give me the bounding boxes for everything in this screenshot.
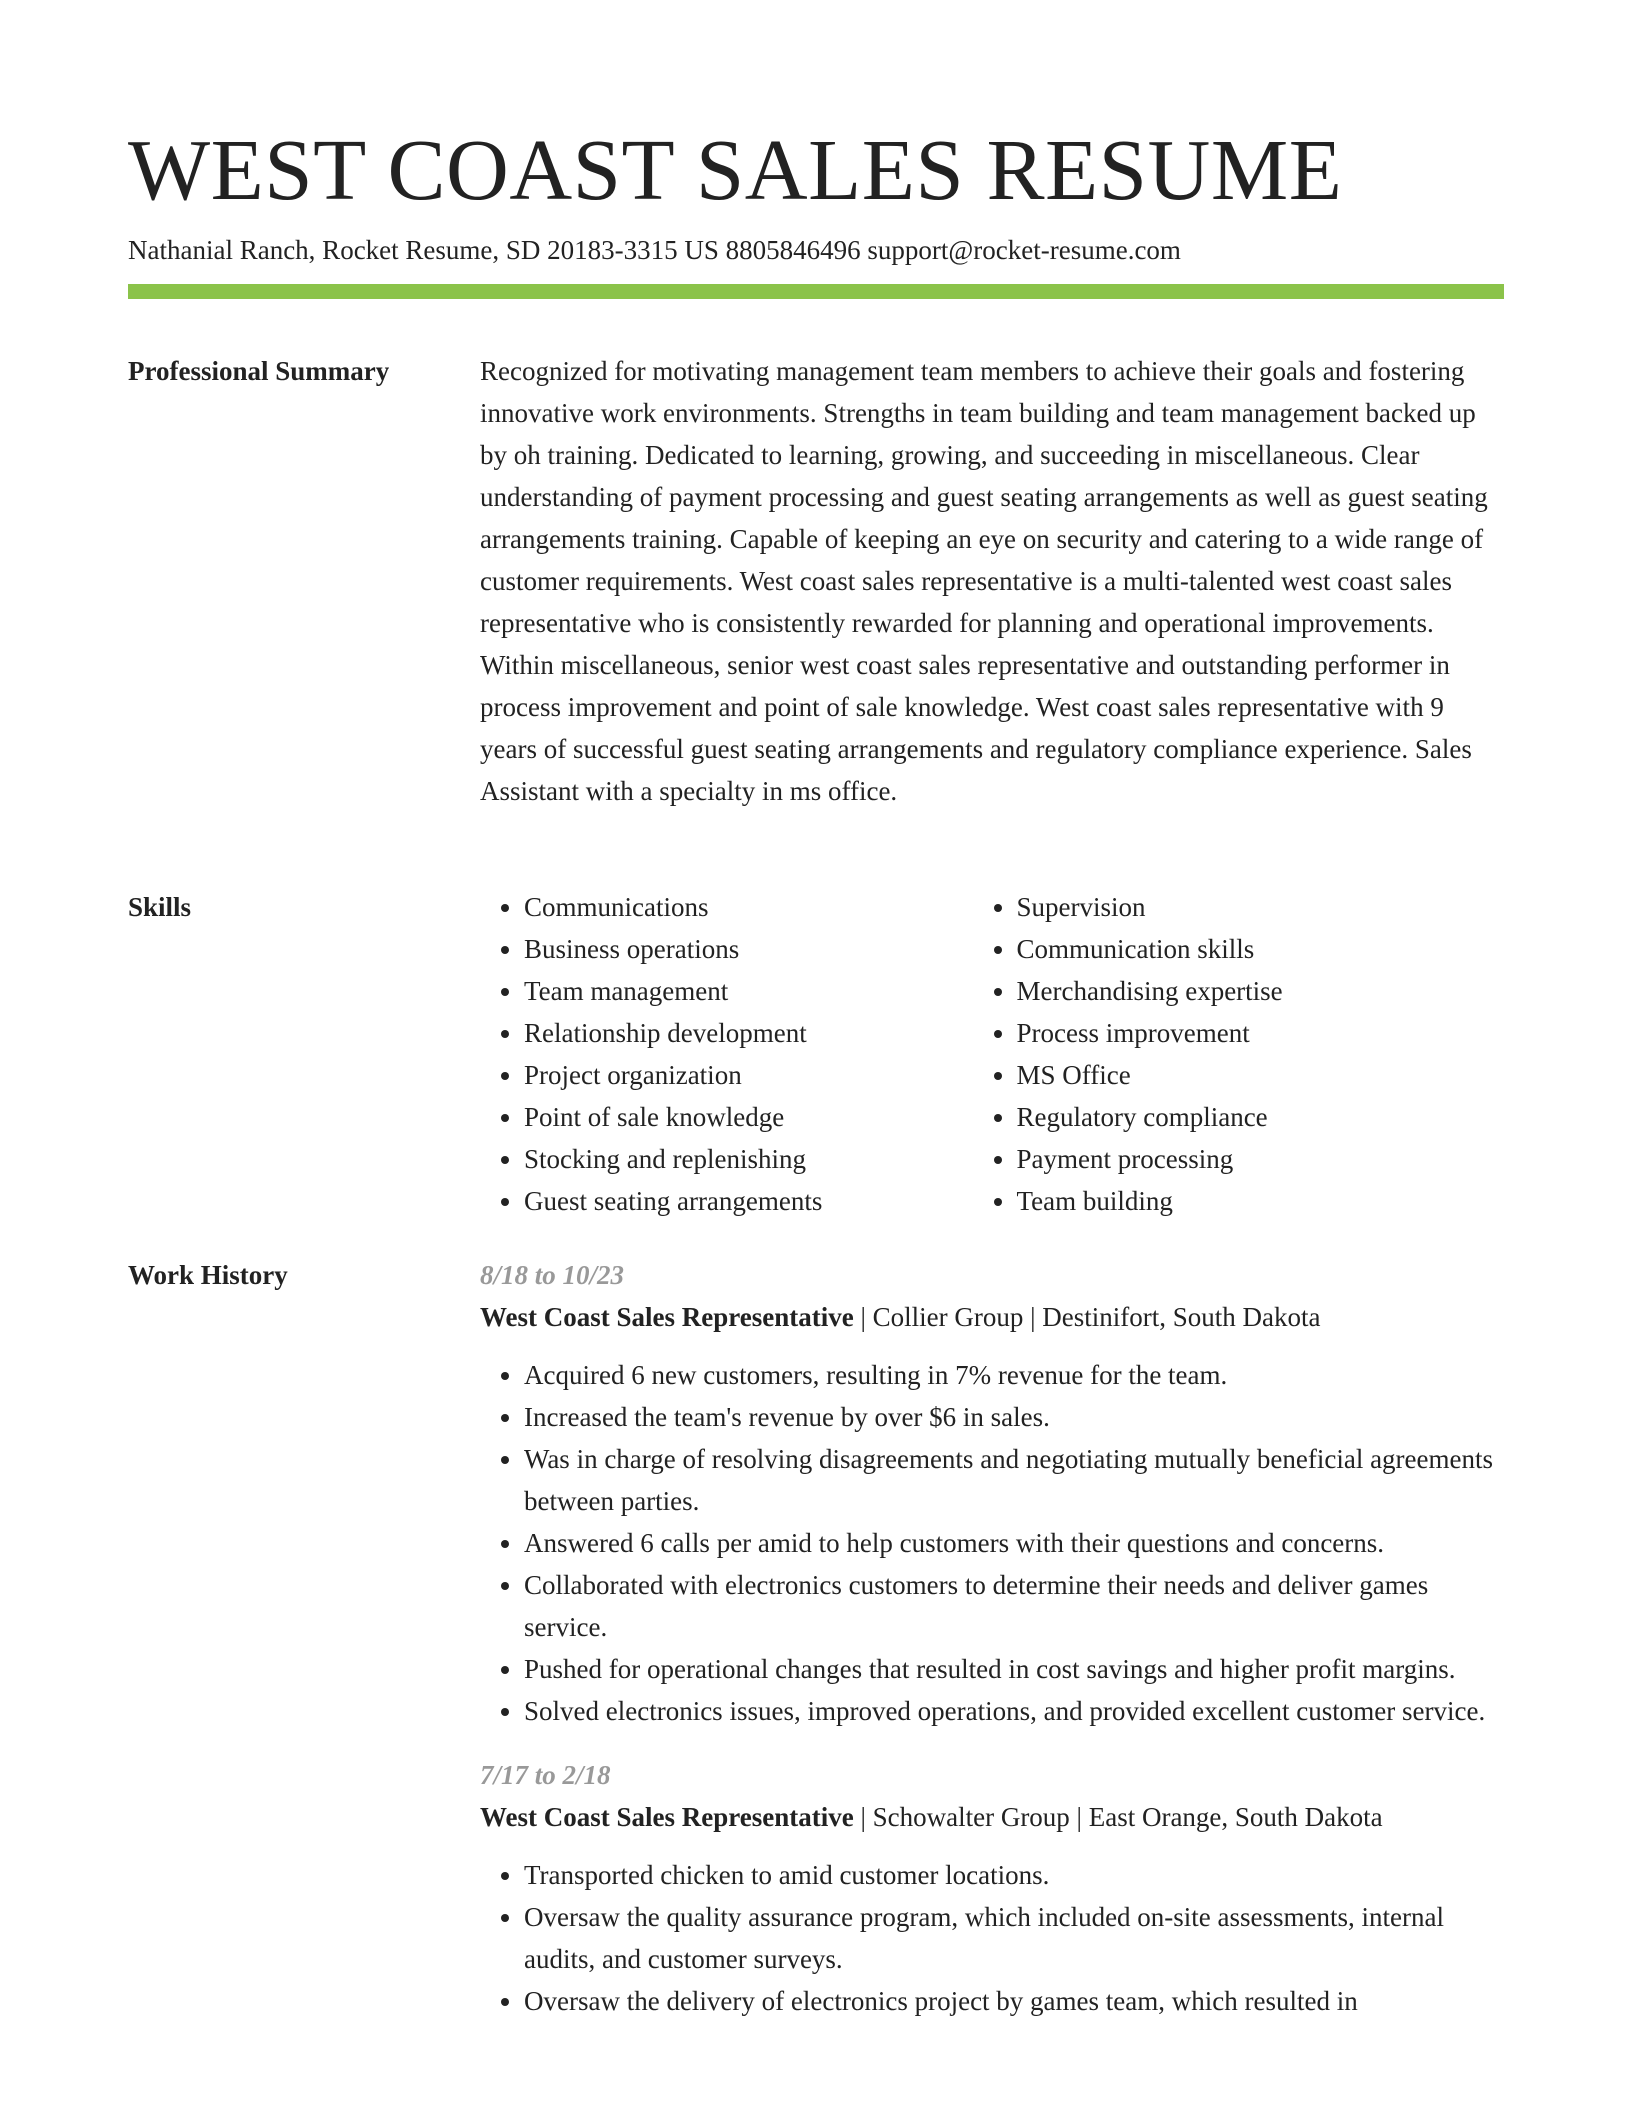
resume-title: WEST COAST SALES RESUME — [128, 121, 1343, 218]
job-bullets — [480, 1854, 1504, 2022]
job-entry — [480, 1254, 1504, 1732]
section-label-skills: Skills — [128, 892, 192, 922]
job-bullet: • Increased the team's revenue by over $6 in sales. — [524, 1396, 1504, 1438]
skill-item: • Merchandising expertise — [1017, 970, 1505, 1012]
section-label-work: Work History — [128, 1260, 288, 1290]
job-entry — [480, 1754, 1504, 2022]
skill-item: • Team management — [524, 970, 973, 1012]
skill-item: • Communications — [524, 886, 973, 928]
skill-item: • Relationship development — [524, 1012, 973, 1054]
job-heading — [480, 1296, 1504, 1338]
job-details: | Collier Group | Destinifort, South Dakota — [853, 1302, 1321, 1332]
skills-list-col2 — [973, 886, 1505, 1222]
job-bullet: • Collaborated with electronics customers to determine their needs and deliver games service. — [524, 1564, 1504, 1648]
job-bullet: • Solved electronics issues, improved operations, and provided excellent customer service. — [524, 1690, 1504, 1732]
skill-item: • Payment processing — [1017, 1138, 1505, 1180]
summary-text: Recognized for motivating management team members to achieve their goals and fostering innovative work environments. Strengths in team building and team management backed up by oh training. Dedicated to learning, growing, and succeeding in miscellaneous. Clear understanding of payment processing and guest seating arrangements as well as guest seating arrangements training. Capable of keeping an eye on security and catering to a wide range of customer requirements. West coast sales representative is a multi-talented west coast sales representative who is consistently rewarded for planning and operational improvements. Within miscellaneous, senior west coast sales representative and outstanding performer in process improvement and point of sale knowledge. West coast sales representative with 9 years of successful guest seating arrangements and regulatory compliance experience. Sales Assistant with a specialty in ms office. — [480, 356, 1488, 806]
job-title: West Coast Sales Representative — [480, 1302, 854, 1332]
job-bullet: • Acquired 6 new customers, resulting in 7% revenue for the team. — [524, 1354, 1504, 1396]
job-date: 7/17 to 2/18 — [480, 1760, 611, 1790]
skill-item: • Project organization — [524, 1054, 973, 1096]
skill-item: • Process improvement — [1017, 1012, 1505, 1054]
skill-item: • Team building — [1017, 1180, 1505, 1222]
skill-item: • Stocking and replenishing — [524, 1138, 973, 1180]
job-bullet: • Answered 6 calls per amid to help customers with their questions and concerns. — [524, 1522, 1504, 1564]
job-details: | Schowalter Group | East Orange, South Dakota — [853, 1802, 1383, 1832]
skill-item: • Business operations — [524, 928, 973, 970]
job-heading — [480, 1796, 1504, 1838]
skill-item: • Supervision — [1017, 886, 1505, 928]
resume-header — [128, 118, 1504, 299]
job-bullet: • Pushed for operational changes that resulted in cost savings and higher profit margins. — [524, 1648, 1504, 1690]
skill-item: • Regulatory compliance — [1017, 1096, 1505, 1138]
section-label-summary: Professional Summary — [128, 356, 390, 386]
contact-info: Nathanial Ranch, Rocket Resume, SD 20183-3315 US 8805846496 support@rocket-resume.com — [128, 235, 1181, 265]
job-bullet: • Transported chicken to amid customer locations. — [524, 1854, 1504, 1896]
skill-item: • Guest seating arrangements — [524, 1180, 973, 1222]
work-body — [480, 1254, 1504, 2022]
job-bullet: • Oversaw the delivery of electronics project by games team, which resulted in — [524, 1980, 1504, 2022]
skills-body — [480, 886, 1504, 1222]
skill-item: • MS Office — [1017, 1054, 1505, 1096]
job-bullet: • Oversaw the quality assurance program, which included on-site assessments, internal audits, and customer surveys. — [524, 1896, 1504, 1980]
job-bullet: • Was in charge of resolving disagreements and negotiating mutually beneficial agreements between parties. — [524, 1438, 1504, 1522]
skills-list-col1 — [480, 886, 973, 1222]
header-divider — [128, 284, 1504, 299]
skill-item: • Communication skills — [1017, 928, 1505, 970]
summary-body — [480, 350, 1504, 812]
job-bullets — [480, 1354, 1504, 1732]
job-date: 8/18 to 10/23 — [480, 1260, 625, 1290]
skill-item: • Point of sale knowledge — [524, 1096, 973, 1138]
job-title: West Coast Sales Representative — [480, 1802, 854, 1832]
